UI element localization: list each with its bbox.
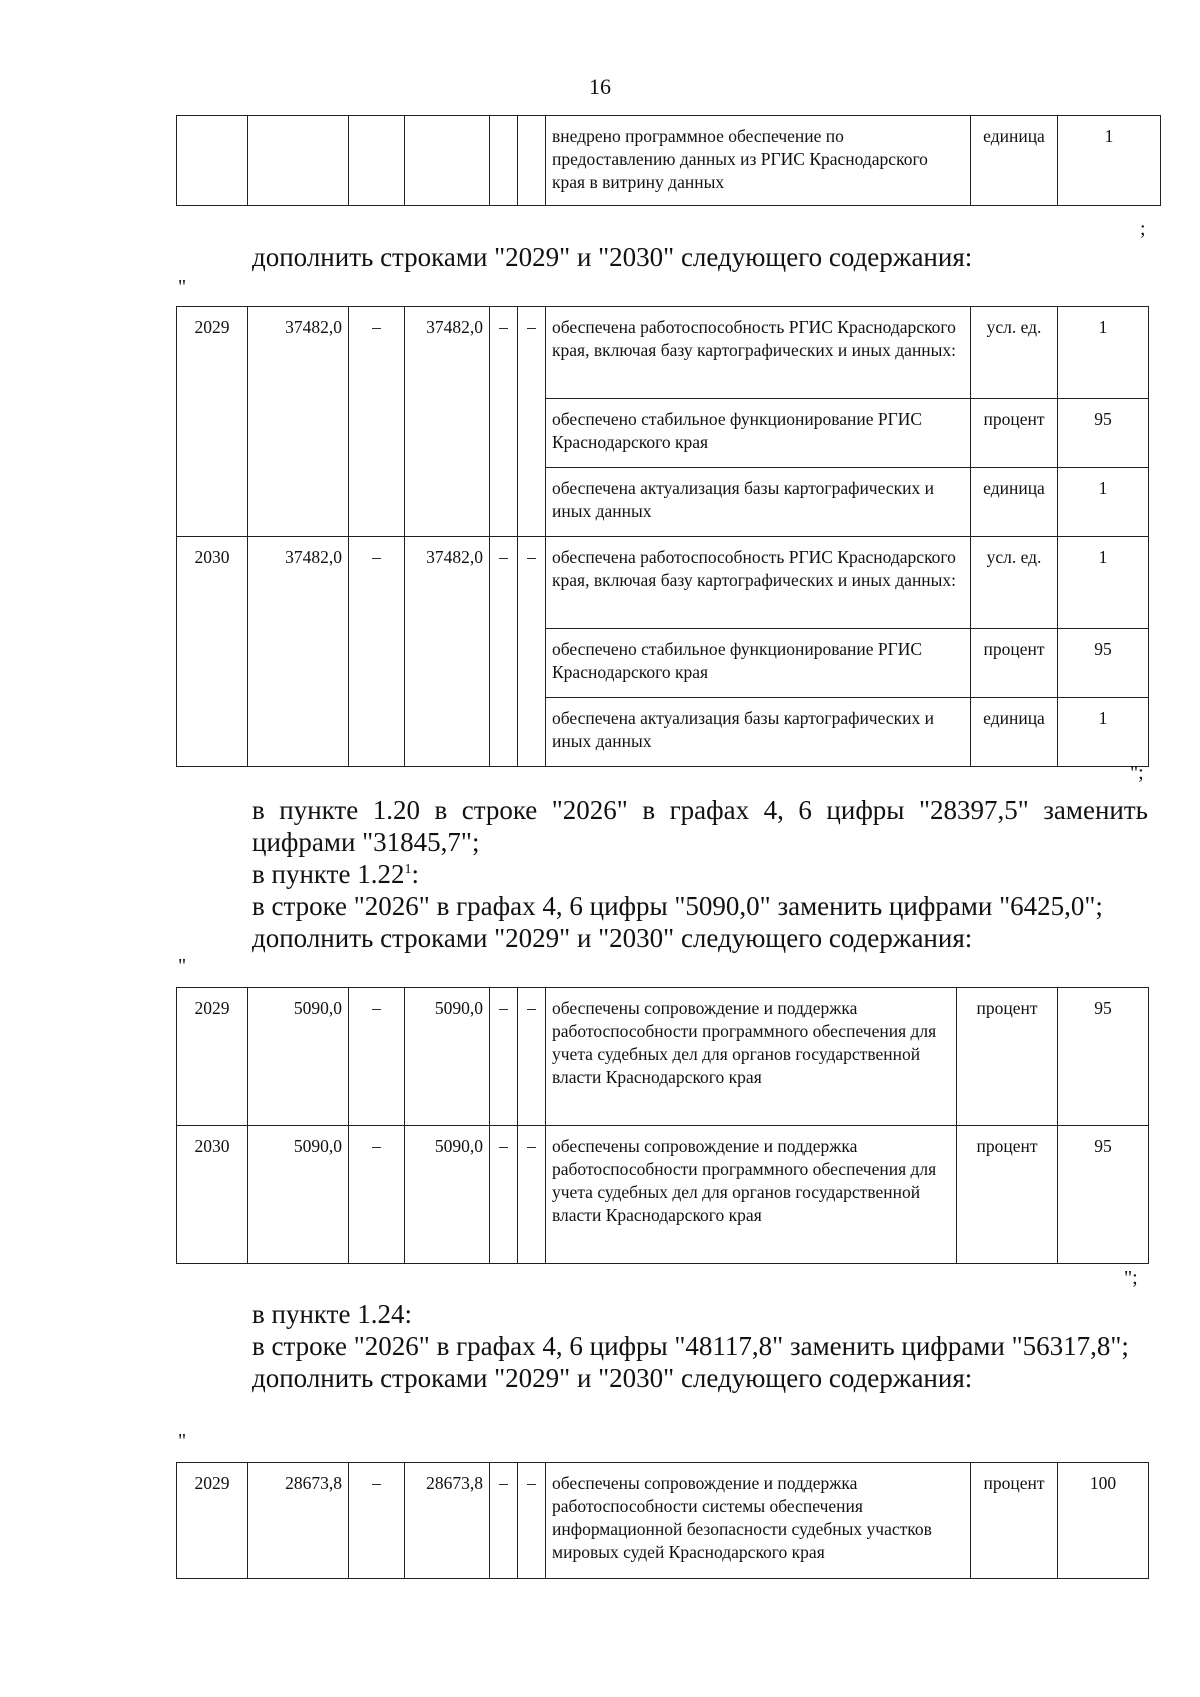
cell-value: 95 [1058, 1126, 1149, 1264]
cell-col3: – [349, 537, 405, 767]
paragraph-text: дополнить строками "2029" и "2030" следующего содержания: [252, 242, 973, 272]
cell-value: 95 [1058, 988, 1149, 1126]
cell-unit: усл. ед. [971, 537, 1058, 629]
paragraph-text: в пункте 1.24: [252, 1299, 412, 1329]
cell-total: 5090,0 [248, 1126, 349, 1264]
cell-col4: 37482,0 [405, 537, 490, 767]
cell-col5: – [490, 537, 518, 767]
paragraph-text: в строке "2026" в графах 4, 6 цифры "5090,0" заменить цифрами "6425,0"; [252, 891, 1103, 921]
table-row [177, 537, 1149, 629]
superscript: 1 [404, 862, 412, 877]
cell-value: 1 [1058, 698, 1149, 767]
cell-col3: – [349, 1463, 405, 1579]
table-row [177, 307, 1149, 399]
cell-total: 37482,0 [248, 307, 349, 537]
open-quote: " [178, 1430, 187, 1452]
cell-col3: – [349, 307, 405, 537]
cell-col3: – [349, 988, 405, 1126]
table-row [177, 988, 1149, 1126]
cell-col3 [349, 116, 405, 206]
cell-unit: процент [957, 988, 1058, 1126]
cell-result: внедрено программное обеспечение по предоставлению данных из РГИС Краснодарского края в витрину данных [546, 116, 971, 206]
paragraph-text: дополнить строками "2029" и "2030" следующего содержания: [252, 923, 973, 953]
cell-year: 2029 [177, 307, 248, 537]
cell-col5 [490, 116, 518, 206]
paragraph-text: в пункте 1.20 в строке "2026" в графах 4, 6 цифры "28397,5" заменить цифрами "31845,7"; [252, 795, 1148, 857]
cell-unit: процент [971, 1463, 1058, 1579]
table-2029-security [176, 1462, 1149, 1579]
cell-value: 1 [1058, 116, 1161, 206]
cell-value: 95 [1058, 399, 1149, 468]
cell-total [248, 116, 349, 206]
page-number: 16 [589, 74, 611, 99]
open-quote: " [178, 276, 187, 298]
paragraph-text [176, 858, 1148, 890]
cell-col4: 28673,8 [405, 1463, 490, 1579]
cell-result: обеспечена актуализация базы картографических и иных данных [546, 698, 971, 767]
cell-result: обеспечена работоспособность РГИС Краснодарского края, включая базу картографических и иных данных: [546, 537, 971, 629]
close-quote-semicolon: "; [1130, 762, 1144, 784]
table-continuation [176, 115, 1161, 206]
cell-value: 1 [1058, 307, 1149, 399]
cell-year [177, 116, 248, 206]
cell-unit: единица [971, 116, 1058, 206]
paragraph-add-rows-1 [176, 241, 1148, 273]
cell-col5: – [490, 307, 518, 537]
cell-result: обеспечено стабильное функционирование РГИС Краснодарского края [546, 399, 971, 468]
cell-col6: – [518, 307, 546, 537]
cell-col5: – [490, 988, 518, 1126]
cell-value: 95 [1058, 629, 1149, 698]
cell-col4: 5090,0 [405, 1126, 490, 1264]
cell-year: 2029 [177, 988, 248, 1126]
paragraph-amendments-1-20 [176, 794, 1148, 954]
cell-result: обеспечены сопровождение и поддержка работоспособности программного обеспечения для учета судебных дел для органов государственной власти Краснодарского края [546, 1126, 957, 1264]
close-quote-semicolon: "; [1124, 1267, 1138, 1289]
cell-col5: – [490, 1463, 518, 1579]
cell-unit: единица [971, 698, 1058, 767]
cell-result: обеспечена актуализация базы картографических и иных данных [546, 468, 971, 537]
cell-col6: – [518, 1126, 546, 1264]
cell-unit: процент [971, 399, 1058, 468]
cell-col4 [405, 116, 490, 206]
paragraph-amendments-1-24 [176, 1298, 1148, 1394]
cell-col6 [518, 116, 546, 206]
cell-value: 1 [1058, 537, 1149, 629]
cell-year: 2030 [177, 1126, 248, 1264]
cell-unit: усл. ед. [971, 307, 1058, 399]
table-row [177, 1126, 1149, 1264]
cell-total: 37482,0 [248, 537, 349, 767]
cell-col3: – [349, 1126, 405, 1264]
cell-year: 2029 [177, 1463, 248, 1579]
open-quote: " [178, 955, 187, 977]
cell-year: 2030 [177, 537, 248, 767]
paragraph-text: в строке "2026" в графах 4, 6 цифры "48117,8" заменить цифрами "56317,8"; [252, 1331, 1129, 1361]
paragraph-text: : [411, 859, 419, 889]
paragraph-text: в пункте 1.22 [252, 859, 405, 889]
cell-result: обеспечены сопровождение и поддержка работоспособности системы обеспечения информационной безопасности судебных участков мировых судей Краснодарского края [546, 1463, 971, 1579]
cell-value: 1 [1058, 468, 1149, 537]
semicolon: ; [1140, 218, 1146, 240]
cell-col4: 37482,0 [405, 307, 490, 537]
table-row [177, 116, 1161, 206]
cell-col6: – [518, 537, 546, 767]
cell-value: 100 [1058, 1463, 1149, 1579]
cell-col4: 5090,0 [405, 988, 490, 1126]
cell-col6: – [518, 1463, 546, 1579]
cell-unit: процент [971, 629, 1058, 698]
cell-unit: единица [971, 468, 1058, 537]
cell-result: обеспечено стабильное функционирование РГИС Краснодарского края [546, 629, 971, 698]
table-row [177, 1463, 1149, 1579]
paragraph-text: дополнить строками "2029" и "2030" следующего содержания: [252, 1363, 973, 1393]
cell-result: обеспечена работоспособность РГИС Краснодарского края, включая базу картографических и иных данных: [546, 307, 971, 399]
cell-total: 28673,8 [248, 1463, 349, 1579]
cell-col6: – [518, 988, 546, 1126]
cell-total: 5090,0 [248, 988, 349, 1126]
cell-col5: – [490, 1126, 518, 1264]
cell-result: обеспечены сопровождение и поддержка работоспособности программного обеспечения для учета судебных дел для органов государственной власти Краснодарского края [546, 988, 957, 1126]
table-2029-2030-rgis [176, 306, 1149, 767]
table-2029-2030-court-software [176, 987, 1149, 1264]
cell-unit: процент [957, 1126, 1058, 1264]
